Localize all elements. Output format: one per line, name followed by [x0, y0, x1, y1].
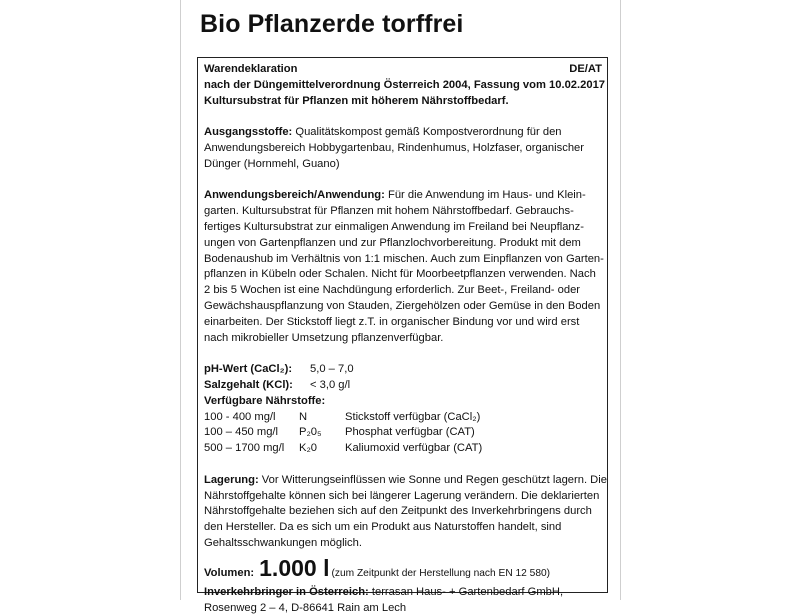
anwendung-line-6: pflanzen in Kübeln oder Schalen. Nicht für Moorbeetpflanzen verwenden. Nach: [204, 267, 602, 283]
region-label: DE/AT: [569, 62, 602, 78]
anwendung-line-4: ungen von Gartenpflanzen und zur Pflanzlochvorbereitung. Produkt mit dem: [204, 236, 602, 252]
anwendung-line-3: fertiges Kultursubstrat zur einmaligen Anwendung im Freiland bei Neupflanz-: [204, 220, 602, 236]
ph-row: [204, 362, 602, 378]
ph-value: 5,0 – 7,0: [310, 362, 354, 378]
product-title: Bio Pflanzerde torffrei: [200, 10, 463, 39]
nutrient-row: 500 – 1700 mg/l K₂0 Kaliumoxid verfügbar (CAT): [204, 441, 602, 457]
inverkehrbringer-address: Rosenweg 2 – 4, D-86641 Rain am Lech: [204, 601, 602, 616]
lagerung-line-5: Gehaltsschwankungen möglich.: [204, 536, 602, 552]
lagerung-line-3: Nährstoffgehalte beziehen sich auf den Zeitpunkt des Inverkehrbringens durch: [204, 504, 602, 520]
volumen-label: Volumen:: [204, 567, 254, 579]
salz-label: Salzgehalt (KCl):: [204, 378, 310, 394]
declaration-heading: Warendeklaration: [204, 62, 297, 78]
declaration-content: [204, 62, 602, 616]
page-edge-left: [180, 0, 181, 600]
nutrient-row: 100 - 400 mg/l N Stickstoff verfügbar (CaCl₂): [204, 410, 602, 426]
inverkehrbringer-line-1: [204, 585, 602, 601]
nutrients-heading: Verfügbare Nährstoffe:: [204, 394, 602, 410]
inverkehrbringer-label: Inverkehrbringer in Österreich:: [204, 586, 369, 598]
anwendung-line-2: garten. Kultursubstrat für Pflanzen mit hohem Nährstoffbedarf. Gebrauchs-: [204, 204, 602, 220]
anwendung-label: Anwendungsbereich/Anwendung:: [204, 189, 385, 201]
volumen-row: [204, 557, 602, 585]
page-edge-right: [620, 0, 621, 600]
ausgangsstoffe-label: Ausgangsstoffe:: [204, 126, 292, 138]
substrate-type-line: Kultursubstrat für Pflanzen mit höherem Nährstoffbedarf.: [204, 94, 602, 110]
lagerung-line-4: den Hersteller. Da es sich um ein Produkt aus Naturstoffen handelt, sind: [204, 520, 602, 536]
inverkehrbringer-company: terrasan Haus- + Gartenbedarf GmbH,: [369, 586, 563, 598]
volumen-note: (zum Zeitpunkt der Herstellung nach EN 12 580): [331, 568, 550, 579]
ph-label: pH-Wert (CaCl₂):: [204, 362, 310, 378]
anwendung-line-8: Gewächshauspflanzung von Stauden, Ziergehölzen oder Gemüse in den Boden: [204, 299, 602, 315]
anwendung-line-1: Anwendungsbereich/Anwendung: Für die Anwendung im Haus- und Klein-: [204, 188, 602, 204]
lagerung-line-2: Nährstoffgehalte können sich bei längerer Lagerung verändern. Die deklarierten: [204, 489, 602, 505]
volumen-value: 1.000 l: [254, 555, 331, 581]
nutrient-row: 100 – 450 mg/l P₂0₅ Phosphat verfügbar (CAT): [204, 425, 602, 441]
anwendung-line-7: 2 bis 5 Wochen ist eine Nachdüngung erforderlich. Zur Beet-, Freiland- oder: [204, 283, 602, 299]
lagerung-label: Lagerung:: [204, 474, 259, 486]
ausgangsstoffe-line-2: Anwendungsbereich Hobbygartenbau, Rindenhumus, Holzfaser, organischer: [204, 141, 602, 157]
ausgangsstoffe-line-3: Dünger (Hornmehl, Guano): [204, 157, 602, 173]
lagerung-line-1: Lagerung: Vor Witterungseinflüssen wie Sonne und Regen geschützt lagern. Die: [204, 473, 602, 489]
salz-row: [204, 378, 602, 394]
salz-value: < 3,0 g/l: [310, 378, 350, 394]
anwendung-line-5: Bodenaushub im Verhältnis von 1:1 mischen. Auch zum Einpflanzen von Garten-: [204, 252, 602, 268]
anwendung-line-9: einarbeiten. Der Stickstoff liegt z.T. in organischer Bindung vor und wird erst: [204, 315, 602, 331]
ausgangsstoffe-line-1: Ausgangsstoffe: Qualitätskompost gemäß Kompostverordnung für den: [204, 125, 602, 141]
regulation-line: nach der Düngemittelverordnung Österreich 2004, Fassung vom 10.02.2017: [204, 78, 602, 94]
declaration-header: [204, 62, 602, 78]
anwendung-line-10: nach mikrobieller Umsetzung pflanzenverfügbar.: [204, 331, 602, 347]
